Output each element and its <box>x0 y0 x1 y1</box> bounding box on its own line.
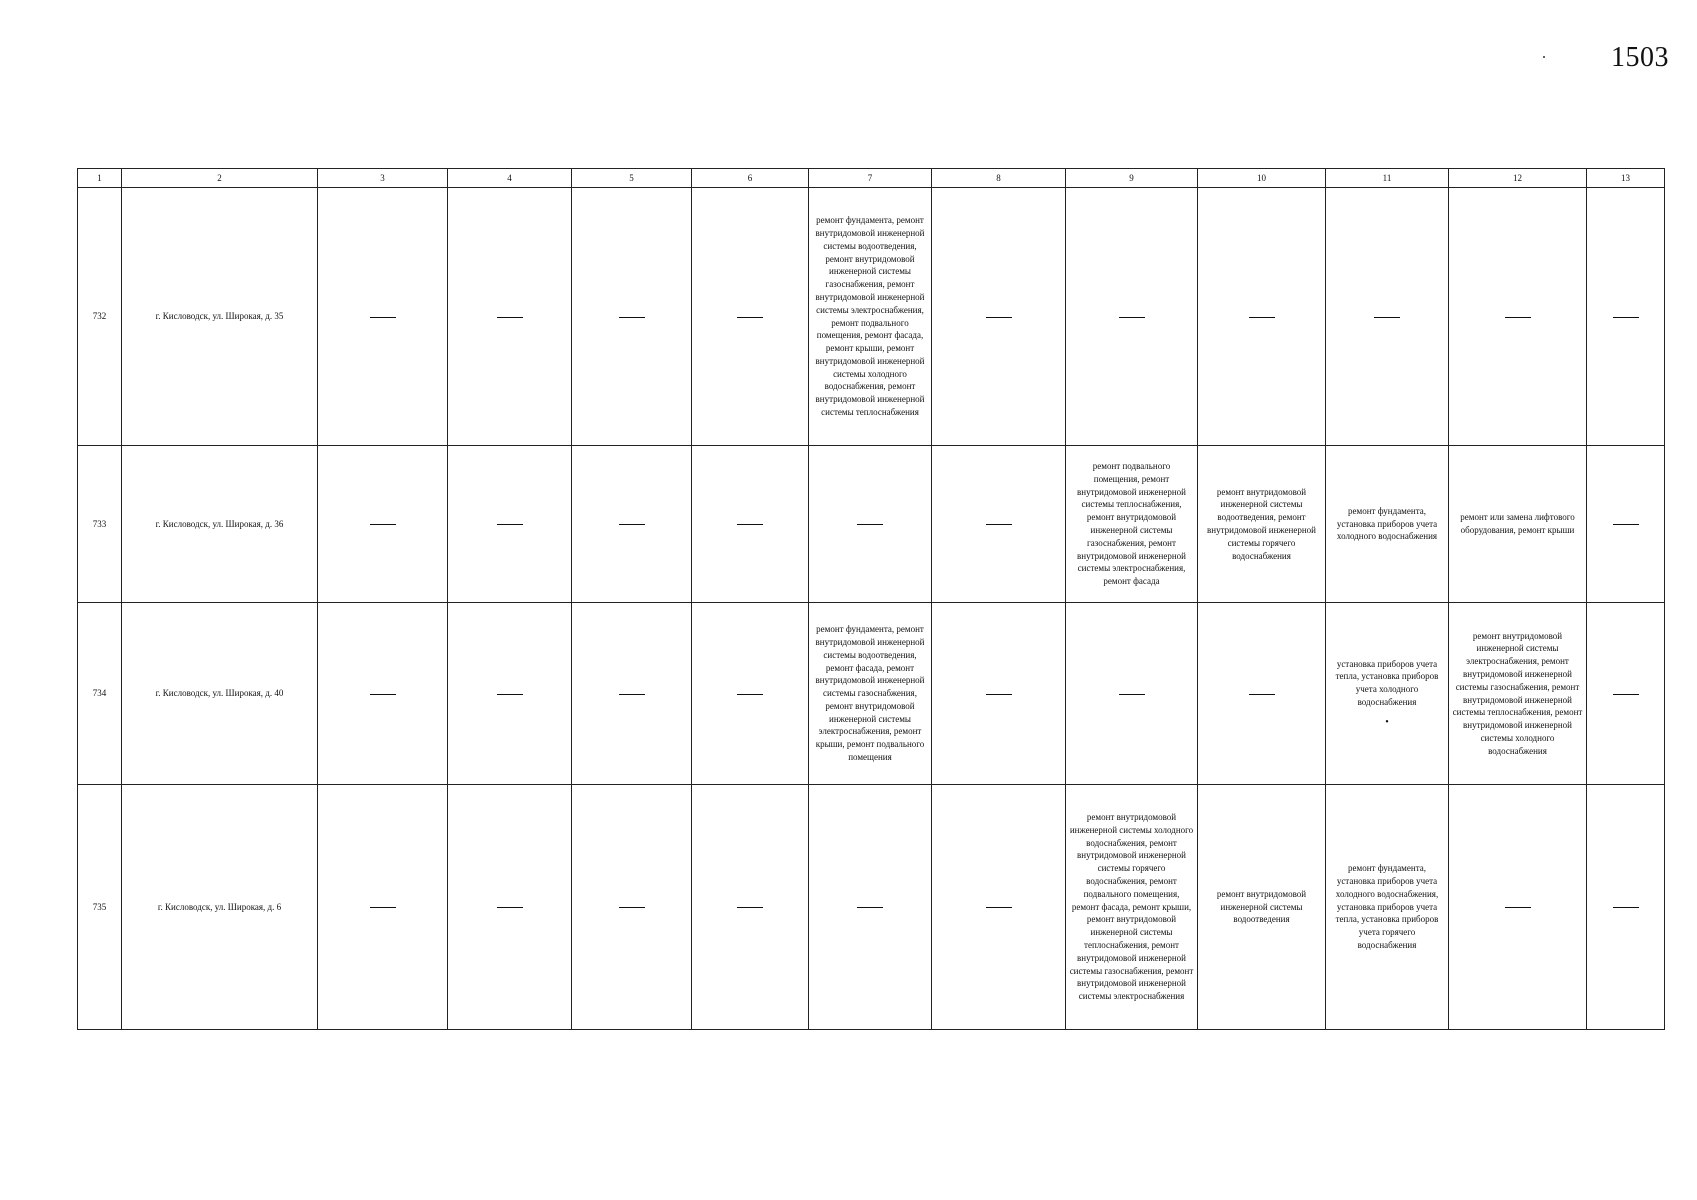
works-cell: ремонт внутридомовой инженерной системы водоотведения <box>1198 785 1326 1030</box>
empty-dash-cell <box>932 446 1066 603</box>
row-number: 733 <box>78 446 122 603</box>
page-number: 1503 <box>1611 42 1669 73</box>
table-row <box>78 785 1665 1030</box>
empty-dash-cell <box>1326 188 1449 446</box>
column-header: 9 <box>1066 169 1198 188</box>
empty-dash-cell <box>692 785 809 1030</box>
empty-dash-cell <box>932 188 1066 446</box>
empty-dash-cell <box>692 603 809 785</box>
empty-dash-cell <box>448 785 572 1030</box>
dash-mark <box>1505 907 1531 908</box>
works-text: установка приборов учета тепла, установка приборов учета холодного водоснабжения <box>1335 658 1439 707</box>
empty-dash-cell <box>1587 446 1665 603</box>
row-number: 732 <box>78 188 122 446</box>
dash-mark <box>1249 317 1275 318</box>
column-header: 6 <box>692 169 809 188</box>
empty-dash-cell <box>318 188 448 446</box>
dash-mark <box>497 907 523 908</box>
works-cell <box>1326 603 1449 785</box>
dash-mark <box>986 907 1012 908</box>
empty-dash-cell <box>318 603 448 785</box>
column-header: 1 <box>78 169 122 188</box>
dash-mark <box>497 317 523 318</box>
empty-dash-cell <box>572 446 692 603</box>
empty-dash-cell <box>692 446 809 603</box>
empty-dash-cell <box>809 446 932 603</box>
dash-mark <box>619 694 645 695</box>
dash-mark <box>370 907 396 908</box>
dash-mark <box>1613 907 1639 908</box>
dash-mark <box>1374 317 1400 318</box>
scan-speck <box>1543 56 1545 58</box>
empty-dash-cell <box>318 446 448 603</box>
dash-mark <box>619 907 645 908</box>
empty-dash-cell <box>1449 785 1587 1030</box>
works-cell: ремонт фундамента, ремонт внутридомовой инженерной системы водоотведения, ремонт внутридомовой инженерной системы газоснабжения, ремонт внутридомовой инженерной системы электроснабжения, ремонт подвального помещения, ремонт фасада, ремонт крыши, ремонт внутридомовой инженерной системы холодного водоснабжения, ремонт внутридомовой инженерной системы теплоснабжения <box>809 188 932 446</box>
row-number: 734 <box>78 603 122 785</box>
dash-mark <box>737 317 763 318</box>
empty-dash-cell <box>572 785 692 1030</box>
empty-dash-cell <box>932 603 1066 785</box>
column-number-row <box>78 169 1665 188</box>
empty-dash-cell <box>572 603 692 785</box>
empty-dash-cell <box>692 188 809 446</box>
works-cell: ремонт фундамента, установка приборов учета холодного водоснабжения, установка приборов учета тепла, установка приборов учета горячего водоснабжения <box>1326 785 1449 1030</box>
works-cell: ремонт внутридомовой инженерной системы водоотведения, ремонт внутридомовой инженерной системы горячего водоснабжения <box>1198 446 1326 603</box>
empty-dash-cell <box>1066 188 1198 446</box>
column-header: 10 <box>1198 169 1326 188</box>
dash-mark <box>619 524 645 525</box>
empty-dash-cell <box>1587 188 1665 446</box>
dash-mark <box>986 524 1012 525</box>
dash-mark <box>497 694 523 695</box>
dash-mark <box>1119 317 1145 318</box>
works-cell: ремонт фундамента, ремонт внутридомовой инженерной системы водоотведения, ремонт фасада, ремонт внутридомовой инженерной системы газоснабжения, ремонт внутридомовой инженерной системы электроснабжения, ремонт крыши, ремонт подвального помещения <box>809 603 932 785</box>
works-cell: ремонт подвального помещения, ремонт внутридомовой инженерной системы теплоснабжения, ремонт внутридомовой инженерной системы газоснабжения, ремонт внутридомовой инженерной системы электроснабжения, ремонт фасада <box>1066 446 1198 603</box>
address-cell: г. Кисловодск, ул. Широкая, д. 36 <box>122 446 318 603</box>
table-row <box>78 446 1665 603</box>
dash-mark <box>737 907 763 908</box>
column-header: 13 <box>1587 169 1665 188</box>
table-row <box>78 603 1665 785</box>
dash-mark <box>737 694 763 695</box>
capital-repair-table <box>77 168 1665 1030</box>
dash-mark <box>370 694 396 695</box>
empty-dash-cell <box>572 188 692 446</box>
empty-dash-cell <box>318 785 448 1030</box>
works-cell: ремонт внутридомовой инженерной системы холодного водоснабжения, ремонт внутридомовой инженерной системы горячего водоснабжения, ремонт подвального помещения, ремонт фасада, ремонт крыши, ремонт внутридомовой инженерной системы теплоснабжения, ремонт внутридомовой инженерной системы газоснабжения, ремонт внутридомовой инженерной системы электроснабжения <box>1066 785 1198 1030</box>
dash-mark <box>986 317 1012 318</box>
column-header: 4 <box>448 169 572 188</box>
dash-mark <box>370 317 396 318</box>
dash-mark <box>857 524 883 525</box>
dash-mark <box>986 694 1012 695</box>
empty-dash-cell <box>1587 785 1665 1030</box>
scan-mark: • <box>1385 716 1389 728</box>
dash-mark <box>1119 694 1145 695</box>
column-header: 3 <box>318 169 448 188</box>
column-header: 5 <box>572 169 692 188</box>
dash-mark <box>1613 694 1639 695</box>
works-cell: ремонт или замена лифтового оборудования, ремонт крыши <box>1449 446 1587 603</box>
empty-dash-cell <box>448 603 572 785</box>
column-header: 11 <box>1326 169 1449 188</box>
empty-dash-cell <box>1587 603 1665 785</box>
row-number: 735 <box>78 785 122 1030</box>
dash-mark <box>857 907 883 908</box>
works-cell: ремонт фундамента, установка приборов учета холодного водоснабжения <box>1326 446 1449 603</box>
empty-dash-cell <box>448 188 572 446</box>
dash-mark <box>497 524 523 525</box>
empty-dash-cell <box>1449 188 1587 446</box>
empty-dash-cell <box>448 446 572 603</box>
empty-dash-cell <box>809 785 932 1030</box>
dash-mark <box>1249 694 1275 695</box>
column-header: 12 <box>1449 169 1587 188</box>
address-cell: г. Кисловодск, ул. Широкая, д. 35 <box>122 188 318 446</box>
empty-dash-cell <box>932 785 1066 1030</box>
column-header: 8 <box>932 169 1066 188</box>
dash-mark <box>370 524 396 525</box>
table-row <box>78 188 1665 446</box>
dash-mark <box>1613 317 1639 318</box>
dash-mark <box>619 317 645 318</box>
works-cell: ремонт внутридомовой инженерной системы электроснабжения, ремонт внутридомовой инженерной системы газоснабжения, ремонт внутридомовой инженерной системы теплоснабжения, ремонт внутридомовой инженерной системы холодного водоснабжения <box>1449 603 1587 785</box>
empty-dash-cell <box>1066 603 1198 785</box>
dash-mark <box>1505 317 1531 318</box>
empty-dash-cell <box>1198 603 1326 785</box>
empty-dash-cell <box>1198 188 1326 446</box>
dash-mark <box>1613 524 1639 525</box>
column-header: 7 <box>809 169 932 188</box>
address-cell: г. Кисловодск, ул. Широкая, д. 40 <box>122 603 318 785</box>
column-header: 2 <box>122 169 318 188</box>
dash-mark <box>737 524 763 525</box>
address-cell: г. Кисловодск, ул. Широкая, д. 6 <box>122 785 318 1030</box>
